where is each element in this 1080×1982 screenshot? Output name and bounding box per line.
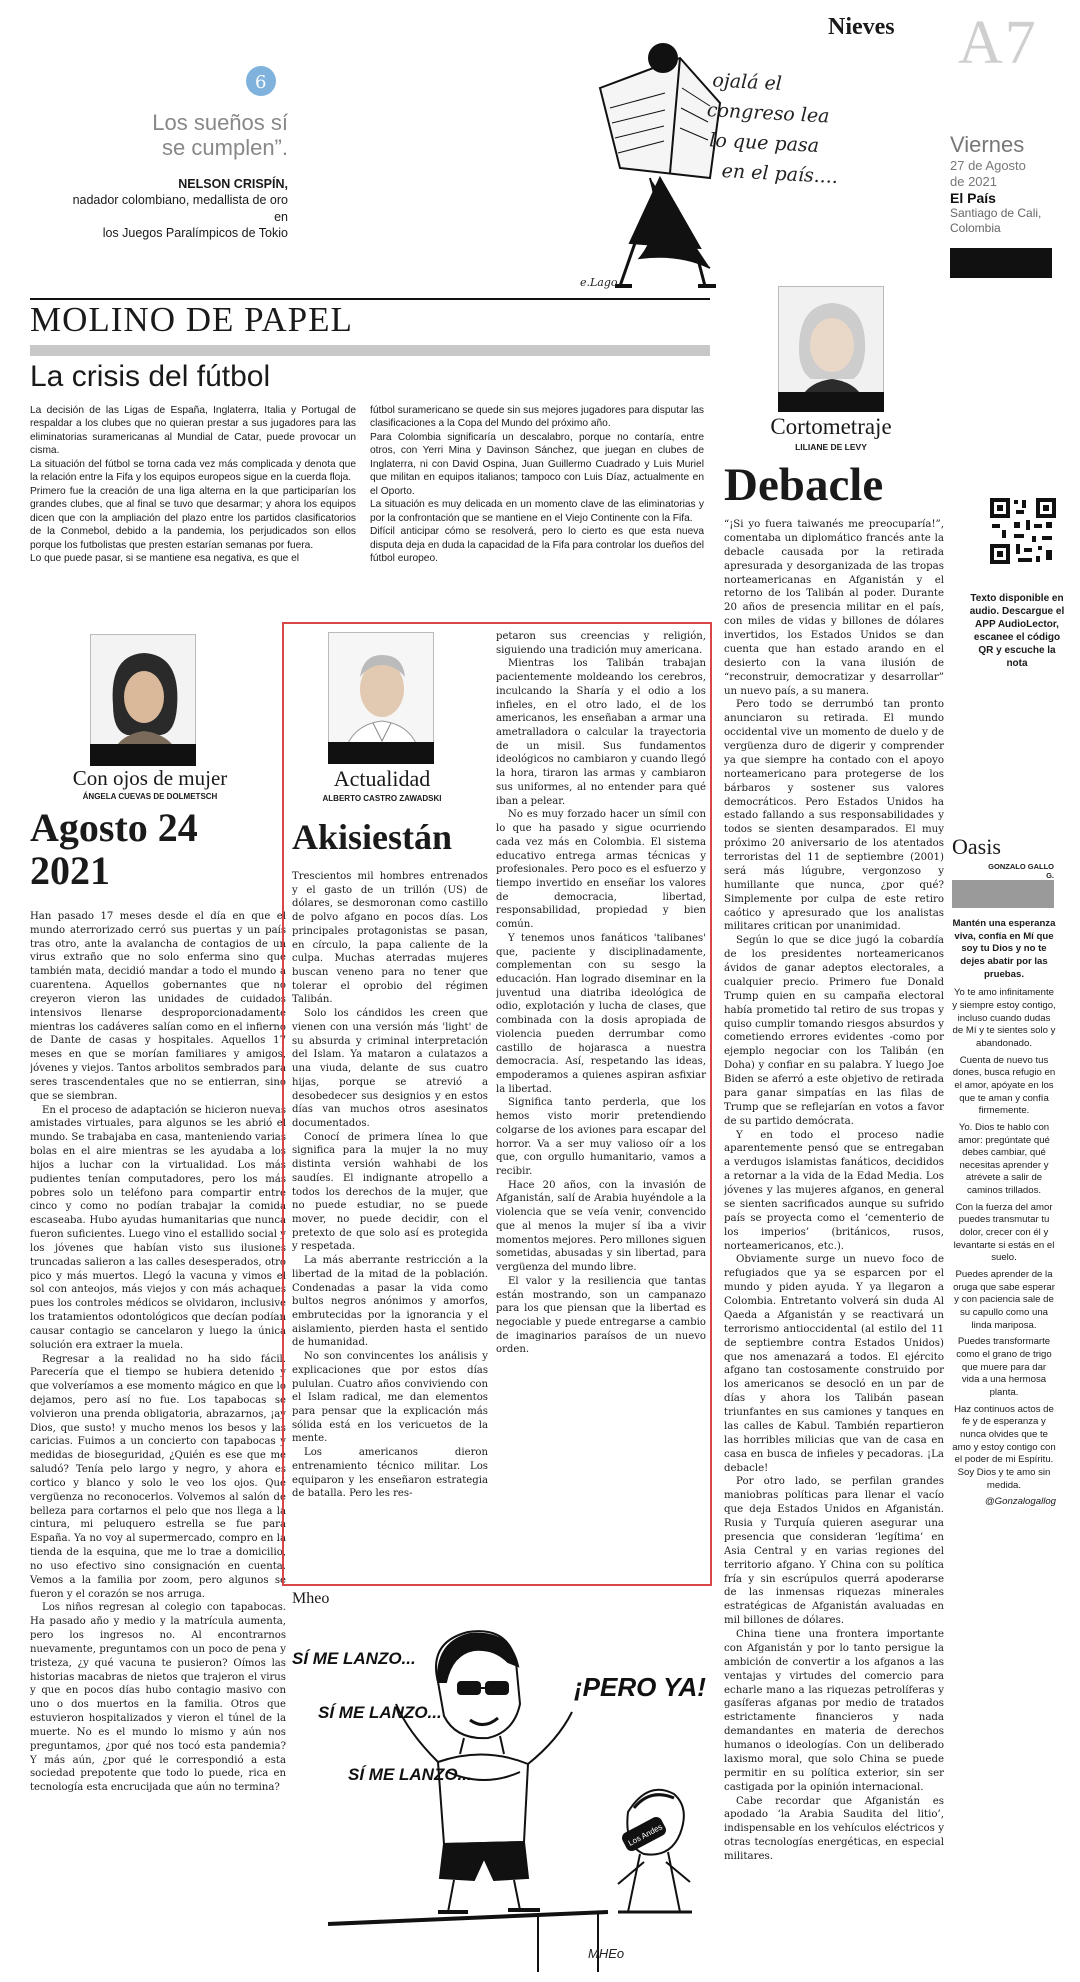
oasis-lead: Mantén una esperanza viva, confía en Mí que soy tu Dios y no te dejes abatir por las pruebas.	[952, 918, 1056, 980]
molino-headline: La crisis del fútbol	[30, 360, 271, 393]
date-line-2: de 2021	[950, 173, 997, 189]
qr-code[interactable]	[988, 496, 1058, 566]
qr-caption-line-2: audio. Descargue el	[969, 606, 1065, 617]
molino-col2-p3: La situación es muy delicada en un momento clave de las eliminatorias y por la confrontación que se mantiene en el Viejo Continente con la Fifa.	[370, 499, 704, 524]
actualidad-column-1	[292, 870, 488, 1578]
date-block	[950, 132, 1070, 235]
actualidad-col1-p4: La más aberrante restricción a la libertad de la mitad de la población. Condenadas a pasar la vida como bultos negros anónimos y amorfos, embrutecidas por la ignorancia y el aislamiento, pierden hasta el sentido de humanidad.	[292, 1255, 488, 1349]
molino-column-1	[30, 404, 356, 612]
oasis-p3: Yo. Dios te hablo con amor: pregúntate qué debes cambiar, qué necesitas aprender y atrévete a salir de caminos trillados.	[958, 1121, 1050, 1197]
mheo-label: Mheo	[292, 1590, 330, 1607]
quote-author: NELSON CRISPÍN,	[178, 177, 288, 191]
molino-col2-p2: Para Colombia significaría un descalabro, porque no contaría, entre otros, con Yerri Mina y Davinson Sánchez, que juegan en clubes de Inglaterra, ni con David Ospina, Juan Guillermo Cuadrado y Luis Muriel que militan en equipos italianos; tampoco con Luis Díaz, actualmente en el Oporto.	[370, 431, 704, 497]
quote-line-2: se cumplen”.	[162, 135, 288, 161]
actualidad-col2-p6: Hace 20 años, con la invasión de Afganistán, salí de Arabia huyéndole a la violencia que se veía venir, convencido que al menos la mujer sí iba a vivir momentos mejores. Pero millones siguen sometidas, abusadas y sin libertad, para vergüenza del mundo libre.	[496, 1179, 706, 1274]
cortometraje-p7: China tiene una frontera importante con Afganistán y por lo tanto persigue la ambición de convertir a los afganos a las ventajas y virtudes del comercio para echarle mano a las riquezas petrolíferas y gasíferas afganas por medio de tratados estrictamente financieros y nada demandantes en materia de derechos humanos o ideologías. Con un deliberado laxismo moral, que solo China se puede permitir en su política exterior, sin ser castigada por la opinión internacional.	[724, 1629, 944, 1793]
ojos-p4: Los niños regresan al colegio con tapabocas. Ha pasado año y medio y la matrícula aumenta, pero los ingresos no. Al encontrarnos nuevamente, preguntamos con un poco de pena y tristeza, ¿y qué vacuna te pusieron? Oímos las historias macabras de nietos que trajeron el virus y que en pocos días hubo contagio masivo con uno o dos muertos en la familia. Otros que estuvieron hospitalizados y vieron el túnel de la muerte. No es el mundo lo mismo y aún nos preguntamos, ¿por qué nos tocó esta pandemia? Y más aún, ¿por qué le correspondió a esta sociedad prepotente que todo lo puede, rica en tecnología esta encrucijada que aún no termina?	[30, 1602, 286, 1794]
ojos-p2: En el proceso de adaptación se hicieron nuevas amistades virtuales, para algunos se les abrió el mundo. Se trabajaba en casa, manteniendo varias bolas en el aire mientras se les ayudaba a los hijos a luchar con la virtualidad. Los más pudientes tenían computadores, pero los más pobres solo un teléfono para compartir entre cinco y como no podían trabajar la comida escaseaba. Hubo ayudas humanitarias que nunca fueron suficientes. Luego vino el estallido social y los jóvenes que habían visto sus ilusiones truncadas salieron a las calles desesperados, otro pico y más muertos. Llegó la vacuna y vimos el sol con anteojos, más viejos y con más achaques pues los controles médicos se olvidaron, inclusive los tratamientos odontológicos que decían podían causar contagio se cancelaron y luego la única solución era extraer la muela.	[30, 1104, 286, 1351]
date-line-1: 27 de Agosto	[950, 158, 1026, 174]
oasis-gray-bar	[952, 880, 1054, 908]
quote-icon	[246, 66, 276, 96]
actualidad-col1-p3: Conocí de primera línea lo que significa para la mujer la no muy distinta versión wahhabi de los saudíes. El indignante atropello a todos los derechos de la mujer, que no puede estudiar, no se puede mover, no puede decidir, con el pretexto de que solo así es protegida y respetada.	[292, 1131, 488, 1253]
bubble-text-2: SÍ ME LANZO...	[318, 1703, 442, 1722]
actualidad-column-2	[496, 630, 706, 1578]
actualidad-col2-p5: Significa tanto perderla, que los hemos visto morir pretendiendo colgarse de los aviones para escapar del horror. Va a ser muy valioso oír a los que, con orgullo humanitario, vamos a recibir.	[496, 1097, 706, 1178]
date-day: Viernes	[950, 132, 1025, 157]
ojos-p3: Regresar a la realidad no ha sido fácil. Parecería que el tiempo se hubiera detenido y que volveríamos a ese momento mágico en que lo dejamos, pero así no fue. Los tapabocas se volvieron una prenda obligatoria, abrazarnos, ¡ay Dios, que susto! y mucho menos los besos y las caricias. Fuimos a un concierto con tapabocas y medidas de bioseguridad, ¿Quién es ese que me saludó? Tenía pelo largo y negro, y ahora es cortico y blanco y solo le veo los ojos. Qué vergüenza no reconocerlos. Volvemos al salón de belleza para cortarnos el pelo que nos llega a la cintura, mi peluquero estrella se fue para España. Ya no voy al supermercado, compro en la tienda de la esquina, que me lo trae a domicilio, no uso efectivo sino consignación en cuenta. Vemos a la familia por zoom, pero algunos se fueron y el corazón se nos arruga.	[30, 1353, 286, 1600]
bubble-text-4: ¡PERO YA!	[574, 1672, 706, 1702]
actualidad-col1-p2: Solo los cándidos les creen que vienen con una versión más 'light' de su absurda y criminal interpretación del Islam. Ya mataron a culatazos a una viuda, delante de sus cuatro hijas, porque se atrevió a desobedecer sus designios y en estos días van muchos otros asesinatos documentados.	[292, 1008, 488, 1129]
cartoon-signature: e.Lago	[580, 276, 618, 289]
actualidad-col2-p1: petaron sus creencias y religión, siguiendo una tradición muy americana.	[496, 631, 706, 656]
molino-col2-p1: fútbol suramericano se quede sin sus mejores jugadores para disputar las clasificaciones a la Copa del Mundo del próximo año.	[370, 405, 704, 430]
actualidad-col2-p2: Mientras los Talibán trabajan pacientemente moldeando los cerebros, inculcando la Sharía y el odio a los infieles, en el otro lado, el de los americanos, les enseñaban a armar una ametralladora o calcular la trayectoria de un misil. Sus fundamentos ideológicos no cambiaron y cuando llegó la hora, tiraron las armas y cambiaron sus uniformes, al no entender para qué iban a pelear.	[496, 658, 706, 807]
cartoon-handwriting	[707, 65, 893, 194]
qr-caption-line-4: escanee el código	[973, 632, 1061, 643]
ojos-author: ÁNGELA CUEVAS DE DOLMETSCH	[82, 792, 218, 801]
handwriting-line-3: lo que pasa	[708, 129, 820, 158]
actualidad-author-photo	[328, 632, 434, 758]
page-number: A7	[958, 9, 1038, 77]
oasis-handle: @Gonzalogallog	[984, 1496, 1056, 1508]
cortometraje-p1: “¡Si yo fuera taiwanés me preocuparía!”, comentaba un diplomático francés ante la debacle causada por la retirada apresurada y desorganizada de las tropas norteamericanas en Afganistán y el retorno de los Talibán al poder. Durante 20 años de presencia militar en el país, con miles de vidas y billones de dólares invertidos, los Estados Unidos se dan cuenta que han estado arando en el desierto con la vana ilusión de “reconstruir, democratizar y desarrollar” un nuevo país, a su manera.	[724, 519, 944, 697]
cortometraje-p2: Pero todo se derrumbó tan pronto anunciaron su retirada. El mundo occidental vive un momento de duelo y de vergüenza duro de digerir y comprender ya que siempre ha contado con el apoyo norteamericano para protegerse de los bárbaros y sostener sus valores democráticos. Pero Estados Unidos ha estado fallando a sus responsabilidades y todos se sienten desamparados. El muy próximo 20 aniversario de los atentados terroristas del 11 de septiembre (2001) será más lúgubre, vergonzoso y humillante que nunca, ¿por qué? Simplemente por culpa de este retiro caótico y apresurado que los analistas militares critican por unanimidad.	[724, 699, 944, 933]
molino-column-2	[370, 404, 704, 612]
qr-caption-line-3: APP AudioLector,	[975, 619, 1059, 630]
actualidad-column-name: Actualidad	[333, 766, 431, 791]
molino-col1-p2: La situación del fútbol se torna cada vez más complicada y denota que la relación entre la Fifa y los equipos europeos sigue en la cuerda floja.	[30, 458, 356, 484]
paper-name: El País	[950, 189, 996, 206]
svg-text:6: 6	[255, 72, 267, 93]
place-line-2: Colombia	[950, 220, 1001, 235]
badge-label: Los Andes	[626, 1822, 664, 1848]
molino-col1-p3: Primero fue la creación de una liga alterna en la que participarían los grandes clubes, que al final se tuvo que desarmar; y ahora los equipos dicen que con la ampliación del plazo entre los partidos clasificatorios de la Conmebol, debido a la pandemia, los perjudicados son ellos porque los futbolistas que presten estarían semanas por fuera.	[30, 485, 356, 551]
ojos-body	[30, 910, 286, 1972]
molino-gray-bar	[30, 345, 710, 356]
actualidad-col1-p1: Trescientos mil hombres entrenados y el gasto de un trillón (US) de dólares, se desmoronan como castillo de polvo afgano en pocos días. Los principales protagonistas se pasan, en círculo, la papa caliente de la culpa. Muchas aterradas mujeres buscan veneno para no tener que tolerar el oprobio del régimen Talibán.	[292, 871, 488, 1006]
diver-cartoon-drawing	[288, 1612, 708, 1972]
actualidad-photo-bar	[328, 742, 434, 764]
oasis-column-name: Oasis	[952, 834, 1001, 859]
qr-caption	[954, 592, 1080, 670]
handwriting-line-2: congreso lea	[706, 99, 831, 128]
oasis-body	[952, 918, 1056, 1818]
mheo-cartoon	[288, 1612, 708, 1972]
cortometraje-p5: Obviamente surge un nuevo foco de refugiados que ya se esparcen por el mundo y piden ayuda. Y ya llegaron a Colombia. Entretanto volverá sin duda Al Qaeda a Afganistán y se reactivará un terrorismo antioccidental (al estilo del 11 de septiembre contra Estados Unidos) que nos amenazará a todos. El ejército afgano tan costosamente construido por los americanos se desocló en un par de días y ahora los Talibán pasean triunfantes en sus camiones y tanques en las calles de Kabul. También repartieron las horribles milicias que van de casa en casa en busca de infieles y pecadoras. ¡La debacle!	[724, 1254, 944, 1474]
bubble-text-3: SÍ ME LANZO...	[348, 1765, 472, 1784]
ojos-column-name: Con ojos de mujer	[72, 766, 228, 790]
cortometraje-photo-bar	[778, 392, 884, 412]
quote-line-1: Los sueños sí	[152, 110, 288, 135]
cortometraje-p4: Y en todo el proceso nadie aparentemente pensó que se entregaban a verdugos islamistas fanáticos, decididos a retornar a la vida de la Edad Media. Los jóvenes y las mujeres afganos, en general se sienten sacrificados aunque su sufrido país se proyecta como el ‘cementerio de los imperios’ (británicos, rusos, norteamericanos, etc.).	[724, 1129, 944, 1252]
qr-caption-line-6: nota	[1006, 658, 1028, 669]
quote-text	[120, 110, 288, 161]
oasis-p7: Haz continuos actos de fe y de esperanza y nunca olvides que te amo y estoy contigo con el poder de mi Espíritu. Soy Dios y te amo sin medida.	[952, 1403, 1056, 1491]
bubble-text-1: SÍ ME LANZO...	[292, 1649, 416, 1668]
actualidad-headline: Akisiestán	[292, 817, 453, 857]
place-line-1: Santiago de Cali,	[950, 206, 1042, 221]
quote-attribution	[70, 176, 288, 241]
oasis-p5: Puedes aprender de la oruga que sabe esperar y con paciencia sale de su capullo como una linda mariposa.	[953, 1269, 1055, 1331]
actualidad-col1-p6: Los americanos dieron entrenamiento técnico militar. Los equiparon y les enseñaron estrategia de batalla. Pero les res-	[292, 1447, 488, 1500]
cortometraje-p8: Cabe recordar que Afganistán es apodado ‘la Arabia Saudita del litio’, indispensable en los vehículos eléctricos y otras tecnologías energéticas, en especial militares.	[724, 1795, 944, 1862]
oasis-p2: Cuenta de nuevo tus dones, busca refugio en el amor, apóyate en los que te aman y confía firmemente.	[952, 1054, 1056, 1117]
oasis-p4: Con la fuerza del amor puedes transmutar tu dolor, crecer con él y levantarte si estás en el suelo.	[953, 1201, 1055, 1264]
ojos-p1: Han pasado 17 meses desde el día en que el mundo aterrorizado cerró sus puertas y un país tras otro, ante la avalancha de contagios de un virus extraño que no solo enferma sino que también mata, decidió mandar a todo el mundo a cuarentena. Aquellos gobernantes que no creyeron vieron las unidades de cuidados intensivos llenarse desproporcionadamente mientras los cadáveres salían como en el infierno de Dante de casas y hospitales. Aquellos 17 meses en que se morían familiares y amigos, jóvenes y viejos. Tantos arbolitos sembrados para seres trascendentales que no se entierran, sino que se siembran.	[30, 911, 286, 1102]
cortometraje-author: LILIANE DE LEVY	[795, 442, 867, 452]
oasis-p1: Yo te amo infinitamente y siempre estoy contigo, incluso cuando dudas de Mí y te sientes solo y abandonado.	[952, 987, 1056, 1049]
quote-author-desc-2: los Juegos Paralímpicos de Tokio	[102, 225, 288, 240]
actualidad-author: ALBERTO CASTRO ZAWADSKI	[322, 794, 442, 803]
mheo-signature: MHEo	[588, 1946, 625, 1961]
oasis-p6: Puedes transformarte como el grano de trigo que muere para dar vida a una hermosa planta.	[956, 1336, 1052, 1398]
header-black-bar	[950, 248, 1052, 278]
top-cartoon	[560, 28, 890, 300]
actualidad-col1-p5: No son convincentes los análisis y explicaciones que por estos días pululan. Cuatro años conviviendo con el Islam radical, me dan elementos para pensar que la explicación más sólida está en los vericuetos de la mente.	[292, 1351, 488, 1445]
molino-section-title: MOLINO DE PAPEL	[30, 300, 353, 339]
cortometraje-p6: Por otro lado, se perfilan grandes maniobras políticas para llenar el vacío que deja Estados Unidos en Afganistán. Rusia y Turquía quieren asegurar una presencia que consideran ‘legítima’ en Asia Central y en varias regiones del territorio afgano. Y China con su política fría y sin escrúpulos querrá apoderarse de las inmensas riquezas minerales estratégicas de Afganistán avaluadas en mil billones de dólares.	[724, 1476, 944, 1627]
molino-col1-p1: La decisión de las Ligas de España, Inglaterra, Italia y Portugal de respaldar a los clubes que no quieran prestar a sus jugadores para las eliminatorias suramericanas al Mundial de Catar, puede provocar un cisma.	[30, 405, 356, 457]
ojos-headline-line-1: Agosto 24	[30, 805, 198, 850]
qr-caption-line-1: Texto disponible en	[970, 593, 1064, 604]
quote-author-desc-1: nadador colombiano, medallista de oro en	[72, 193, 288, 224]
molino-col2-p4: Difícil anticipar cómo se resolverá, pero lo cierto es que esta nueva disputa deja en duda la capacidad de la Fifa para controlar los dueños del fútbol europeo.	[370, 526, 704, 564]
handwriting-line-4: en el país....	[721, 160, 839, 189]
actualidad-col2-p3: No es muy forzado hacer un símil con lo que ha pasado y sigue ocurriendo cada vez más en Colombia. El sistema educativo entrega armas técnicas y profesionales. Pero poco es el esfuerzo y tiempo invertido en enseñar los valores de democracia, libertad, responsabilidad, propiedad y bien común.	[496, 809, 706, 931]
ojos-headline	[30, 806, 198, 892]
actualidad-col2-p7: El valor y la resiliencia que tantas están mostrando, son un campanazo para los que piensan que la libertad es negociable y puede entregarse a cambio de imaginarios paraísos de un nuevo orden.	[496, 1275, 706, 1356]
cortometraje-headline: Debacle	[724, 459, 884, 511]
ojos-photo-bar	[90, 744, 196, 766]
actualidad-col2-p4: Y tenemos unos fanáticos 'talibanes' que, paciente y disciplinadamente, complementan con su sesgo la educación. Han logrado diseminar en la juventud una diatriba ideológica de odio, explotación y lucha de clases, que combinada con la dosis apropiada de violencia pueden derrumbar como castillo de hojarasca a nuestra democracia. Así, respetando las ideas, empoderamos a quienes aspiran asfixiar la libertad.	[496, 932, 706, 1095]
section-name: Nieves	[828, 14, 895, 40]
oasis-author: GONZALO GALLO G.	[988, 862, 1054, 880]
ojos-author-photo	[90, 634, 196, 762]
molino-col1-p4: Lo que puede pasar, si se mantiene esa negativa, es que el	[30, 552, 300, 564]
cortometraje-body	[724, 518, 944, 1972]
qr-caption-line-5: QR y escuche la	[978, 645, 1056, 656]
cortometraje-p3: Según lo que se dice jugó la cobardía de los presidentes norteamericanos ávidos de ganar adeptos electorales, a cualquier precio. Primero fue Donald Trump quien en su campaña electoral había prometido tal retiro de sus tropas y quiso cumplir tomando riesgos absurdos y cometiendo errores evidentes -como por ejemplo negociar con los Talibán (en Doha) y confiar en su palabra. Y luego Joe Biden se aferró a este objetivo de retirada para ganar simpatías en las filas de Trump que se reflejarían en votos a favor de su partido demócrata.	[724, 935, 944, 1127]
cortometraje-column-name: Cortometraje	[770, 414, 892, 439]
ojos-headline-line-2: 2021	[30, 848, 110, 894]
handwriting-line-1: ojalá el	[711, 69, 783, 95]
